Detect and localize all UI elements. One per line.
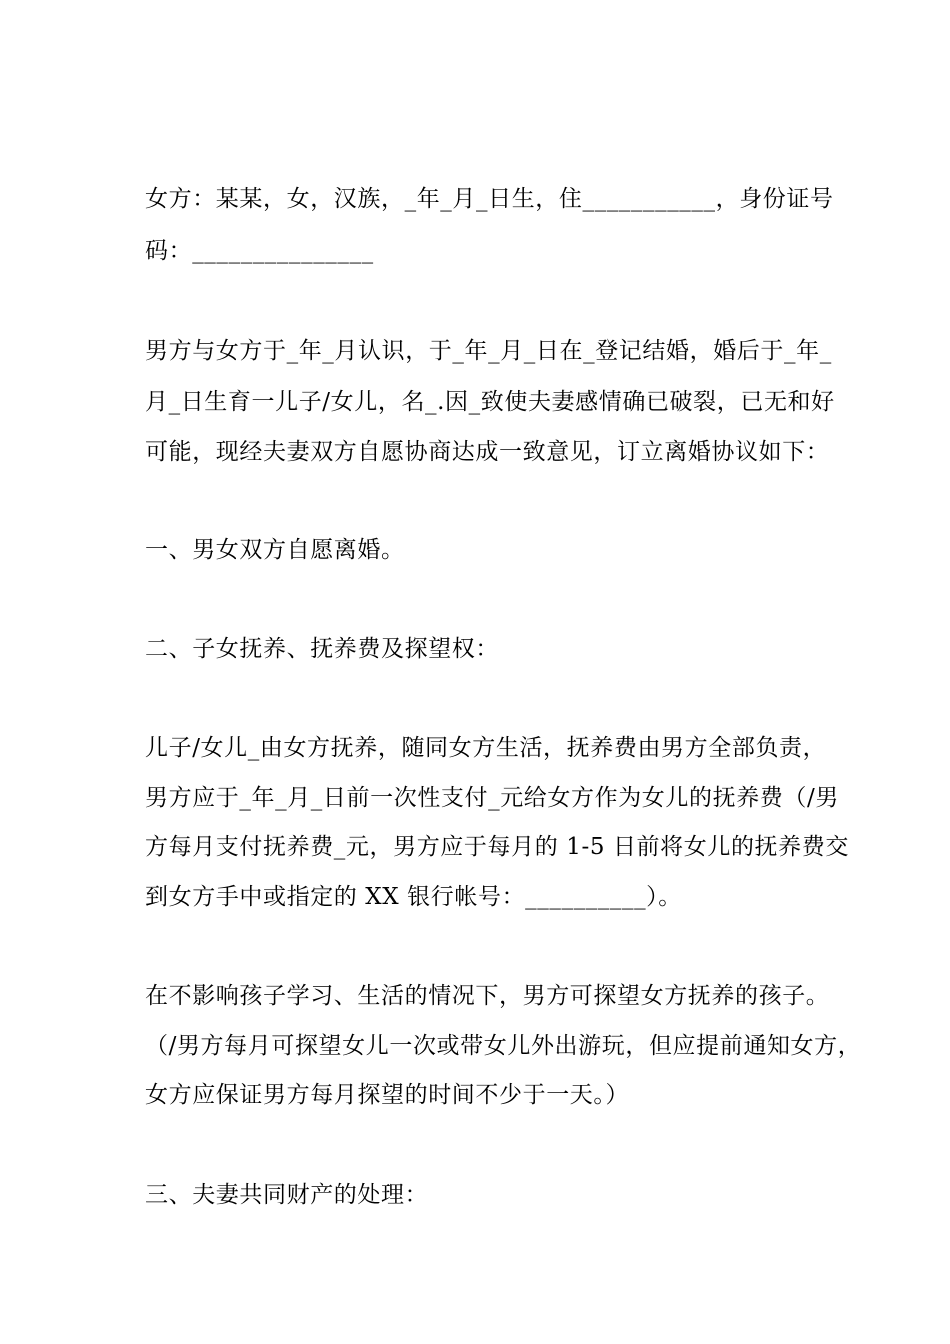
- text-line: 在不影响孩子学习、生活的情况下，男方可探望女方抚养的孩子。: [145, 983, 830, 1009]
- section-heading: 一、男女双方自愿离婚。: [145, 537, 405, 563]
- section-heading: 二、子女抚养、抚养费及探望权：: [145, 636, 499, 662]
- text-line: 码：_______________: [145, 238, 374, 264]
- text-line: 女方：某某，女，汉族，_年_月_日生，住___________，身份证号: [145, 186, 834, 212]
- text-line: 男方与女方于_年_月认识，于_年_月_日在_登记结婚，婚后于_年_: [145, 338, 832, 364]
- text-line: 方每月支付抚养费_元，男方应于每月的 1-5 日前将女儿的抚养费交: [145, 834, 849, 860]
- text-line: 到女方手中或指定的 XX 银行帐号：__________）。: [145, 884, 682, 910]
- section-heading: 三、夫妻共同财产的处理：: [145, 1182, 429, 1208]
- text-line: 月_日生育一儿子/女儿，名_.因_致使夫妻感情确已破裂，已无和好: [145, 389, 835, 415]
- text-line: 儿子/女儿_由女方抚养，随同女方生活，抚养费由男方全部负责，: [145, 735, 827, 761]
- text-line: 男方应于_年_月_日前一次性支付_元给女方作为女儿的抚养费（/男: [145, 785, 839, 811]
- text-line: 女方应保证男方每月探望的时间不少于一天。）: [145, 1082, 630, 1108]
- text-line: 可能，现经夫妻双方自愿协商达成一致意见，订立离婚协议如下：: [145, 439, 830, 465]
- text-line: （/男方每月可探望女儿一次或带女儿外出游玩，但应提前通知女方，: [145, 1033, 862, 1059]
